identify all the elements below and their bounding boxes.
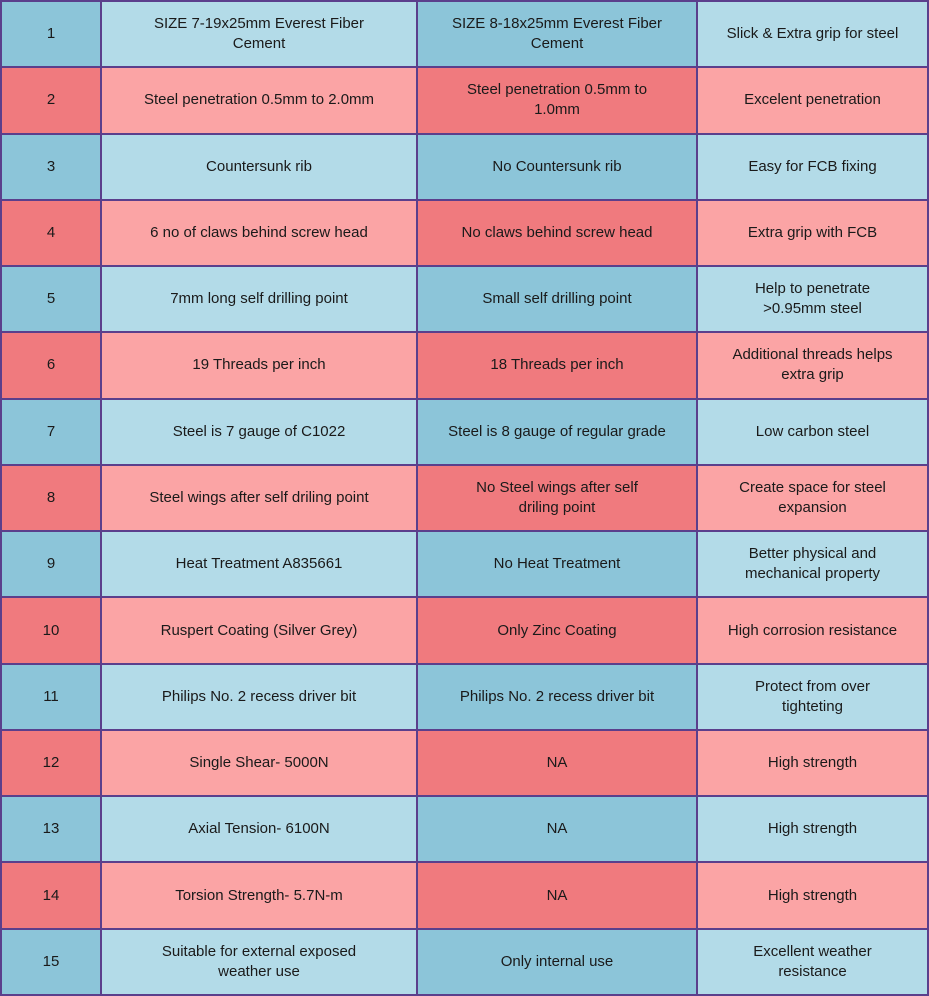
table-row bbox=[1, 730, 928, 796]
table-row bbox=[1, 862, 928, 928]
benefit: Help to penetrate >0.95mm steel bbox=[754, 280, 871, 318]
row-number-cell bbox=[1, 531, 101, 597]
regular-spec: No claws behind screw head bbox=[461, 223, 653, 241]
regular-spec-cell bbox=[417, 134, 697, 200]
benefit-cell bbox=[697, 67, 928, 133]
benefit: Create space for steel expansion bbox=[739, 478, 886, 516]
table-row bbox=[1, 332, 928, 398]
everest-spec-cell bbox=[101, 266, 417, 332]
table-row bbox=[1, 597, 928, 663]
table-row bbox=[1, 266, 928, 332]
table-row bbox=[1, 200, 928, 266]
table-row bbox=[1, 1, 928, 67]
everest-spec-cell bbox=[101, 200, 417, 266]
benefit: Protect from over tighteting bbox=[754, 677, 871, 715]
regular-spec-cell bbox=[417, 664, 697, 730]
benefit-cell bbox=[697, 597, 928, 663]
everest-spec: 6 no of claws behind screw head bbox=[150, 223, 368, 241]
benefit-cell bbox=[697, 399, 928, 465]
regular-spec: NA bbox=[546, 754, 568, 772]
regular-spec: No Countersunk rib bbox=[492, 157, 622, 175]
regular-spec-cell bbox=[417, 465, 697, 531]
benefit: Additional threads helps extra grip bbox=[732, 346, 893, 384]
benefit: High strength bbox=[767, 754, 858, 772]
everest-spec: Steel is 7 gauge of C1022 bbox=[172, 422, 346, 440]
regular-spec-cell bbox=[417, 531, 697, 597]
row-number-cell bbox=[1, 730, 101, 796]
row-number: 7 bbox=[46, 422, 56, 440]
benefit-cell bbox=[697, 134, 928, 200]
row-number: 4 bbox=[46, 223, 56, 241]
benefit-cell bbox=[697, 929, 928, 995]
benefit-cell bbox=[697, 465, 928, 531]
row-number: 12 bbox=[42, 754, 60, 772]
everest-spec-cell bbox=[101, 67, 417, 133]
row-number: 9 bbox=[46, 555, 56, 573]
regular-spec-cell bbox=[417, 597, 697, 663]
benefit: High strength bbox=[767, 886, 858, 904]
row-number: 6 bbox=[46, 356, 56, 374]
regular-spec: No Heat Treatment bbox=[493, 555, 621, 573]
row-number: 15 bbox=[42, 952, 60, 970]
table-row bbox=[1, 399, 928, 465]
everest-spec: 19 Threads per inch bbox=[192, 356, 326, 374]
regular-spec: Steel is 8 gauge of regular grade bbox=[448, 422, 666, 440]
benefit: Excelent penetration bbox=[744, 91, 881, 109]
table-row bbox=[1, 929, 928, 995]
benefit-cell bbox=[697, 1, 928, 67]
benefit: Better physical and mechanical property bbox=[744, 545, 881, 583]
row-number: 8 bbox=[46, 488, 56, 506]
benefit: Extra grip with FCB bbox=[747, 223, 878, 241]
benefit: High strength bbox=[767, 820, 858, 838]
regular-spec: Only internal use bbox=[500, 952, 614, 970]
benefit-cell bbox=[697, 531, 928, 597]
row-number: 11 bbox=[43, 687, 59, 705]
benefit-cell bbox=[697, 730, 928, 796]
everest-spec-cell bbox=[101, 597, 417, 663]
everest-spec: Suitable for external exposed weather use bbox=[161, 942, 357, 980]
table-row bbox=[1, 531, 928, 597]
regular-spec-cell bbox=[417, 399, 697, 465]
regular-spec: Steel penetration 0.5mm to 1.0mm bbox=[466, 81, 648, 119]
benefit-cell bbox=[697, 796, 928, 862]
table-row bbox=[1, 664, 928, 730]
benefit-cell bbox=[697, 332, 928, 398]
everest-spec-cell bbox=[101, 796, 417, 862]
everest-spec: Torsion Strength- 5.7N-m bbox=[175, 886, 343, 904]
row-number-cell bbox=[1, 796, 101, 862]
row-number-cell bbox=[1, 399, 101, 465]
regular-spec: 18 Threads per inch bbox=[490, 356, 624, 374]
row-number: 10 bbox=[42, 621, 60, 639]
everest-spec-cell bbox=[101, 134, 417, 200]
regular-spec-cell bbox=[417, 266, 697, 332]
table-row bbox=[1, 465, 928, 531]
regular-spec-cell bbox=[417, 796, 697, 862]
regular-spec-cell bbox=[417, 862, 697, 928]
everest-spec: Steel wings after self driling point bbox=[149, 488, 369, 506]
everest-spec: Ruspert Coating (Silver Grey) bbox=[160, 621, 358, 639]
row-number-cell bbox=[1, 597, 101, 663]
everest-spec-cell bbox=[101, 332, 417, 398]
everest-spec-cell bbox=[101, 862, 417, 928]
everest-spec-cell bbox=[101, 1, 417, 67]
benefit-cell bbox=[697, 200, 928, 266]
regular-spec: Only Zinc Coating bbox=[497, 621, 617, 639]
benefit-cell bbox=[697, 862, 928, 928]
row-number: 2 bbox=[46, 91, 56, 109]
table-row bbox=[1, 67, 928, 133]
row-number-cell bbox=[1, 465, 101, 531]
row-number-cell bbox=[1, 664, 101, 730]
regular-spec-cell bbox=[417, 730, 697, 796]
everest-spec: Steel penetration 0.5mm to 2.0mm bbox=[143, 91, 375, 109]
row-number-cell bbox=[1, 1, 101, 67]
regular-spec: NA bbox=[546, 886, 568, 904]
regular-spec: Small self drilling point bbox=[482, 290, 632, 308]
everest-spec: Axial Tension- 6100N bbox=[188, 820, 330, 838]
row-number-cell bbox=[1, 200, 101, 266]
regular-spec-cell bbox=[417, 200, 697, 266]
benefit: Slick & Extra grip for steel bbox=[726, 25, 899, 43]
regular-spec-cell bbox=[417, 1, 697, 67]
row-number: 3 bbox=[46, 157, 56, 175]
everest-spec-cell bbox=[101, 664, 417, 730]
row-number-cell bbox=[1, 266, 101, 332]
regular-spec: SIZE 8-18x25mm Everest Fiber Cement bbox=[451, 15, 663, 53]
row-number-cell bbox=[1, 134, 101, 200]
row-number-cell bbox=[1, 67, 101, 133]
regular-spec: No Steel wings after self driling point bbox=[476, 478, 638, 516]
everest-spec: Philips No. 2 recess driver bit bbox=[161, 687, 357, 705]
table-row bbox=[1, 796, 928, 862]
everest-spec: Countersunk rib bbox=[206, 157, 312, 175]
row-number: 5 bbox=[46, 290, 56, 308]
everest-spec-cell bbox=[101, 531, 417, 597]
everest-spec: Heat Treatment A835661 bbox=[175, 555, 343, 573]
everest-spec: Single Shear- 5000N bbox=[189, 754, 329, 772]
regular-spec-cell bbox=[417, 332, 697, 398]
everest-spec: 7mm long self drilling point bbox=[170, 290, 348, 308]
benefit: Excellent weather resistance bbox=[753, 942, 872, 980]
regular-spec-cell bbox=[417, 67, 697, 133]
everest-spec-cell bbox=[101, 730, 417, 796]
regular-spec-cell bbox=[417, 929, 697, 995]
row-number: 13 bbox=[42, 820, 60, 838]
regular-spec: NA bbox=[546, 820, 568, 838]
row-number-cell bbox=[1, 862, 101, 928]
row-number: 14 bbox=[42, 886, 60, 904]
everest-spec-cell bbox=[101, 465, 417, 531]
row-number: 1 bbox=[46, 25, 56, 43]
benefit-cell bbox=[697, 266, 928, 332]
everest-spec-cell bbox=[101, 929, 417, 995]
benefit: Easy for FCB fixing bbox=[748, 157, 877, 175]
benefit: Low carbon steel bbox=[755, 422, 870, 440]
regular-spec: Philips No. 2 recess driver bit bbox=[459, 687, 655, 705]
row-number-cell bbox=[1, 929, 101, 995]
benefit: High corrosion resistance bbox=[727, 621, 898, 639]
everest-spec: SIZE 7-19x25mm Everest Fiber Cement bbox=[153, 15, 365, 53]
everest-spec-cell bbox=[101, 399, 417, 465]
table-row bbox=[1, 134, 928, 200]
row-number-cell bbox=[1, 332, 101, 398]
benefit-cell bbox=[697, 664, 928, 730]
